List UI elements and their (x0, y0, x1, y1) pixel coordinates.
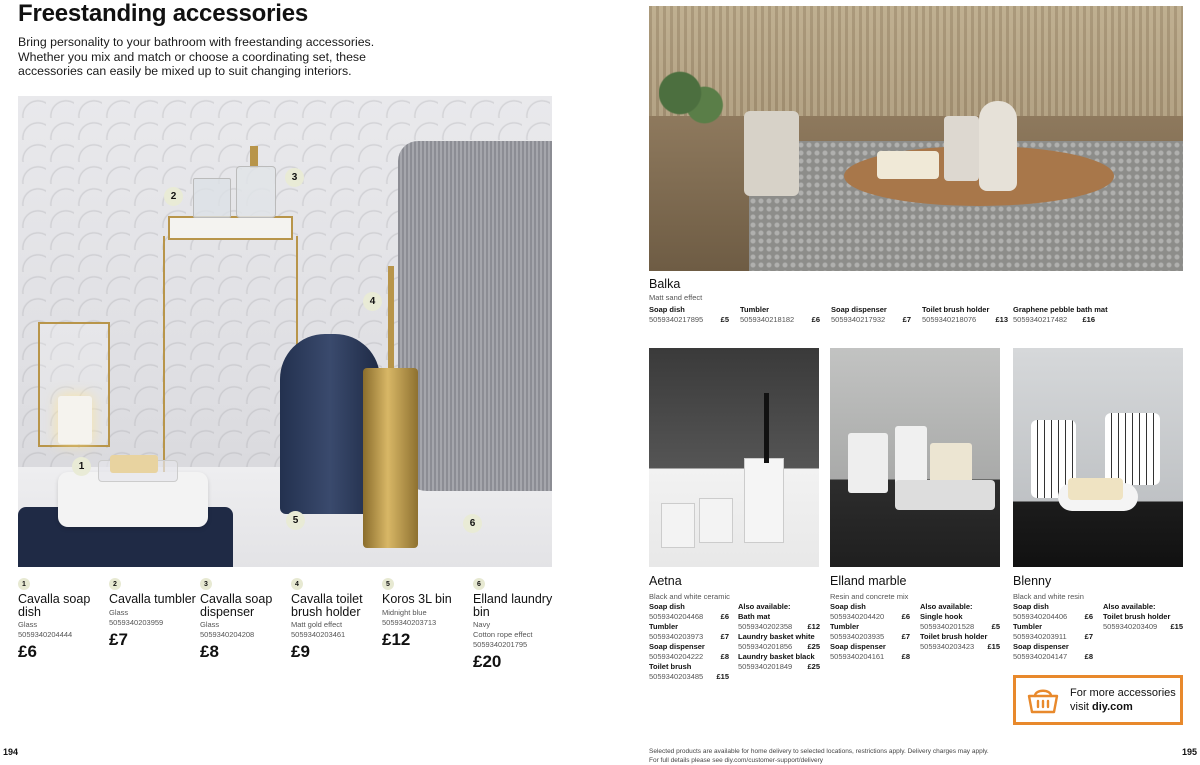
product-price: £7 (109, 629, 128, 649)
item-code: 5059340204222 (649, 652, 704, 661)
set-title: Blenny (1013, 574, 1052, 588)
plant-image (659, 61, 729, 141)
product-number: 3 (200, 578, 212, 590)
product-item[interactable] (473, 578, 565, 672)
disclaimer-line-1: Selected products are available for home delivery to selected locations, restrictions apply. Delivery charges may apply. (649, 748, 989, 755)
item-price: £7 (1084, 632, 1093, 641)
wicker-wall (649, 6, 1183, 116)
set-title: Aetna (649, 574, 682, 588)
soap-bar-image (110, 455, 158, 473)
item-label: Soap dish (649, 305, 685, 314)
balka-item[interactable] (649, 305, 729, 325)
promo-line-1: For more accessories (1070, 687, 1176, 699)
item-label: Tumbler (740, 305, 770, 314)
promo-text (1070, 686, 1176, 714)
set-material: Black and white resin (1013, 592, 1084, 601)
tumbler-image (699, 498, 733, 543)
balka-item[interactable] (1013, 305, 1108, 325)
item-code: 5059340218076 (922, 315, 977, 324)
diy-com-link[interactable]: diy.com (1092, 701, 1133, 713)
page-title: Freestanding accessories (18, 0, 309, 27)
item-price: £7 (902, 315, 911, 324)
product-name: Cavalla soap dispenser (200, 592, 273, 619)
tumbler-image (944, 116, 979, 181)
product-item[interactable] (109, 578, 201, 650)
right-page (600, 0, 1200, 765)
page-number-right: 195 (1181, 747, 1197, 757)
set-also-available (1103, 602, 1183, 632)
set-also-available (920, 602, 1000, 652)
promo-line-2-prefix: visit (1070, 701, 1092, 713)
product-price: £20 (473, 652, 502, 671)
blenny-photo (1013, 348, 1183, 567)
item-code: 5059340217895 (649, 315, 704, 324)
item-code: 5059340217932 (831, 315, 886, 324)
set-material-balka: Matt sand effect (649, 293, 703, 302)
product-name: Cavalla tumbler (109, 592, 196, 606)
item-code: 5059340202358 (738, 622, 793, 631)
item-label: Soap dish (830, 602, 866, 611)
hero-marker-5: 5 (286, 511, 305, 530)
item-code: 5059340218182 (740, 315, 795, 324)
product-price: £9 (291, 642, 310, 661)
balka-item[interactable] (922, 305, 1008, 325)
item-code: 5059340204420 (830, 612, 885, 621)
product-item[interactable] (200, 578, 292, 662)
item-code: 5059340203935 (830, 632, 885, 641)
product-material: Matt gold effect (291, 620, 343, 629)
also-available-label: Also available: (1103, 602, 1156, 611)
item-code: 5059340203911 (1013, 632, 1067, 641)
item-code: 5059340201849 (738, 662, 793, 671)
item-label: Graphene pebble bath mat (1013, 305, 1108, 314)
brush-holder-image (744, 111, 799, 196)
product-item[interactable] (291, 578, 383, 662)
item-price: £15 (987, 642, 1000, 651)
item-price: £6 (720, 612, 729, 621)
toilet-brush-holder-image (363, 368, 418, 548)
product-number: 4 (291, 578, 303, 590)
product-material: Navy (473, 620, 491, 629)
item-code: 5059340203409 (1103, 622, 1158, 631)
product-price: £12 (382, 629, 411, 649)
item-price: £8 (901, 652, 910, 661)
hero-photo (18, 96, 552, 567)
balka-item[interactable] (740, 305, 820, 325)
product-code: 5059340203713 (382, 617, 437, 627)
also-available-label: Also available: (920, 602, 973, 611)
soap-bar-image (877, 151, 939, 179)
product-name: Koros 3L bin (382, 592, 452, 606)
item-label: Soap dispenser (649, 642, 705, 651)
elland-marble-photo (830, 348, 1000, 567)
item-code: 5059340204406 (1013, 612, 1068, 621)
item-price: £13 (995, 315, 1008, 324)
item-code: 5059340201856 (738, 642, 793, 651)
brush-handle (388, 266, 394, 371)
hero-marker-2: 2 (164, 187, 183, 206)
hero-marker-4: 4 (363, 292, 382, 311)
item-label: Laundry basket white (738, 632, 815, 641)
disclaimer-line-2: For full details please see diy.com/customer-support/delivery (649, 757, 824, 764)
product-material: Glass (109, 607, 129, 617)
item-price: £25 (807, 662, 820, 671)
product-material: Glass (200, 620, 220, 629)
set-items (830, 602, 910, 662)
item-price: £8 (720, 652, 729, 661)
item-label: Tumbler (649, 622, 679, 631)
set-title-balka: Balka (649, 277, 681, 291)
item-price: £16 (1082, 315, 1095, 324)
balka-item[interactable] (831, 305, 911, 325)
set-items (649, 602, 729, 682)
item-price: £7 (901, 632, 910, 641)
product-material: Midnight blue (382, 607, 427, 617)
item-label: Soap dish (1013, 602, 1049, 611)
delivery-disclaimer (649, 747, 1069, 765)
item-price: £15 (1170, 622, 1183, 631)
hero-marker-3: 3 (285, 168, 304, 187)
product-code: 5059340204208 (200, 630, 255, 639)
product-number: 1 (18, 578, 30, 590)
aetna-photo (649, 348, 819, 567)
item-price: £6 (811, 315, 820, 324)
product-price: £6 (18, 642, 37, 661)
item-price: £5 (991, 622, 1000, 631)
soap-dispenser-image (979, 101, 1017, 191)
product-code: 5059340204444 (18, 630, 73, 639)
item-label: Bath mat (738, 612, 771, 621)
set-also-available (738, 602, 820, 672)
item-price: £15 (716, 672, 729, 681)
item-price: £12 (807, 622, 820, 631)
more-accessories-promo[interactable] (1013, 675, 1183, 725)
hero-marker-1: 1 (72, 457, 91, 476)
item-code: 5059340204161 (830, 652, 885, 661)
also-available-label: Also available: (738, 602, 791, 611)
item-code: 5059340201528 (920, 622, 975, 631)
product-code: 5059340201795 (473, 640, 528, 649)
basket-icon (1026, 685, 1060, 715)
item-price: £8 (1084, 652, 1093, 661)
gold-side-table-image (163, 236, 298, 481)
product-item[interactable] (18, 578, 110, 662)
product-item[interactable] (382, 578, 474, 650)
tumbler-image (848, 433, 888, 493)
set-title: Elland marble (830, 574, 907, 588)
tumbler-image (1105, 413, 1160, 485)
item-code: 5059340203485 (649, 672, 704, 681)
item-code: 5059340203423 (920, 642, 975, 651)
product-number: 6 (473, 578, 485, 590)
set-material: Resin and concrete mix (830, 592, 909, 601)
item-label: Toilet brush holder (1103, 612, 1171, 621)
item-label: Tumbler (830, 622, 860, 631)
item-code: 5059340204468 (649, 612, 704, 621)
item-label: Soap dispenser (1013, 642, 1069, 651)
product-material: Cotton rope effect (473, 630, 533, 639)
laundry-basket-image (398, 141, 552, 491)
product-material: Glass (18, 620, 38, 629)
dispenser-pump (250, 146, 258, 168)
candle-image (58, 396, 92, 444)
balka-photo (649, 6, 1183, 271)
item-label: Toilet brush holder (920, 632, 988, 641)
item-label: Toilet brush (649, 662, 692, 671)
item-label: Laundry basket black (738, 652, 815, 661)
page-number-left: 194 (3, 747, 19, 757)
brush-holder-image (744, 458, 784, 543)
product-name: Cavalla toilet brush holder (291, 592, 363, 619)
tumbler-image (193, 178, 231, 218)
soap-image (1068, 478, 1123, 500)
brush-handle (764, 393, 769, 463)
hero-marker-6: 6 (463, 514, 482, 533)
product-number: 5 (382, 578, 394, 590)
table-top (168, 216, 293, 240)
set-items (1013, 602, 1093, 662)
product-code: 5059340203461 (291, 630, 346, 639)
product-number: 2 (109, 578, 121, 590)
dispenser-image (661, 503, 695, 548)
product-price: £8 (200, 642, 219, 661)
towel-image (895, 480, 995, 510)
item-price: £25 (807, 642, 820, 651)
item-label: Single hook (920, 612, 963, 621)
item-label: Soap dispenser (830, 642, 886, 651)
item-label: Tumbler (1013, 622, 1043, 631)
item-label: Soap dish (649, 602, 685, 611)
product-code: 5059340203959 (109, 617, 164, 627)
item-price: £7 (720, 632, 729, 641)
item-label: Soap dispenser (831, 305, 887, 314)
item-price: £6 (901, 612, 910, 621)
item-code: 5059340217482 (1013, 315, 1068, 324)
product-name: Elland laundry bin (473, 592, 553, 619)
item-price: £5 (720, 315, 729, 324)
intro-paragraph: Bring personality to your bathroom with freestanding accessories. Whether you mix and match or choose a coordinating set, these accessories can easily be mixed up to suit changing interiors. (18, 35, 375, 78)
product-name: Cavalla soap dish (18, 592, 91, 619)
item-code: 5059340204147 (1013, 652, 1068, 661)
set-material: Black and white ceramic (649, 592, 730, 601)
item-code: 5059340203973 (649, 632, 704, 641)
item-label: Toilet brush holder (922, 305, 990, 314)
soap-dispenser-image (236, 166, 276, 218)
soap-image (930, 443, 972, 483)
item-price: £6 (1084, 612, 1093, 621)
